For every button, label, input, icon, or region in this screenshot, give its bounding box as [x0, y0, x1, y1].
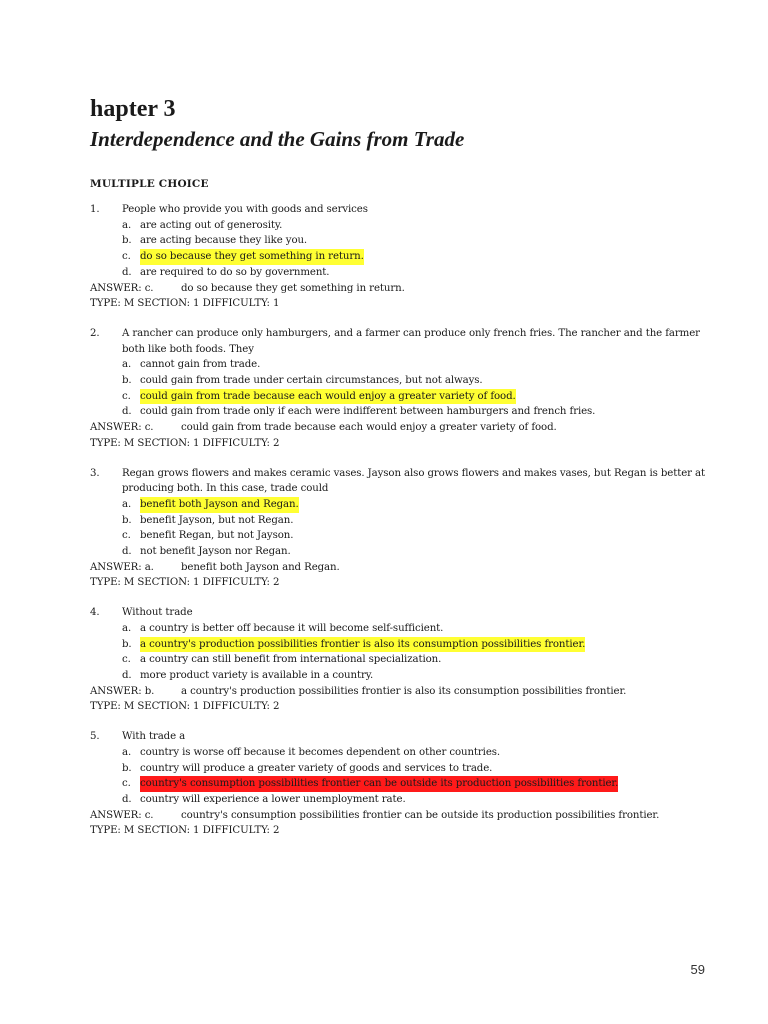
question-number: 3.	[90, 467, 100, 479]
option-a: a. cannot gain from trade.	[122, 359, 261, 371]
chapter-title: Interdependence and the Gains from Trade	[90, 127, 465, 151]
section-heading: MULTIPLE CHOICE	[90, 178, 209, 190]
question-text: People who provide you with goods and services	[122, 204, 368, 215]
option-d: d. not benefit Jayson nor Regan.	[122, 546, 291, 558]
option-c: c. country's consumption possibilities frontier can be outside its production possibilities frontier.	[122, 776, 710, 792]
question-4	[90, 605, 710, 715]
question-number: 5.	[90, 731, 100, 743]
option-d: d. country will experience a lower unemployment rate.	[122, 793, 406, 805]
answer-line: ANSWER: c. country's consumption possibilities frontier can be outside its production possibilities frontier.	[90, 809, 660, 821]
page-number: 59	[690, 962, 705, 977]
option-b: b. could gain from trade under certain circumstances, but not always.	[122, 375, 483, 387]
question-meta: TYPE: M SECTION: 1 DIFFICULTY: 1	[90, 298, 280, 310]
question-meta: TYPE: M SECTION: 1 DIFFICULTY: 2	[90, 437, 280, 449]
option-c: c. do so because they get something in return.	[122, 249, 710, 265]
option-b: b. are acting because they like you.	[122, 235, 308, 247]
option-a: a. benefit both Jayson and Regan.	[122, 497, 710, 513]
question-text: Regan grows flowers and makes ceramic vases. Jayson also grows flowers and makes vases, but Regan is better at producing both. In this case, trade could	[122, 467, 706, 495]
option-d: d. could gain from trade only if each were indifferent between hamburgers and french fries.	[122, 406, 596, 418]
option-c: c. a country can still benefit from international specialization.	[122, 654, 442, 666]
question-meta: TYPE: M SECTION: 1 DIFFICULTY: 2	[90, 701, 280, 713]
document-page	[90, 94, 710, 853]
question-number: 2.	[90, 327, 100, 339]
highlighted-answer: benefit both Jayson and Regan.	[140, 497, 299, 513]
option-b: b. benefit Jayson, but not Regan.	[122, 514, 294, 526]
option-d: d. more product variety is available in a country.	[122, 669, 374, 681]
chapter-heading: hapter 3	[90, 96, 176, 122]
option-a: a. country is worse off because it becomes dependent on other countries.	[122, 746, 501, 758]
question-meta: TYPE: M SECTION: 1 DIFFICULTY: 2	[90, 577, 280, 589]
question-meta: TYPE: M SECTION: 1 DIFFICULTY: 2	[90, 825, 280, 837]
question-3	[90, 466, 710, 592]
highlighted-answer: could gain from trade because each would enjoy a greater variety of food.	[140, 389, 516, 405]
highlighted-answer: do so because they get something in return.	[140, 249, 364, 265]
option-c: c. benefit Regan, but not Jayson.	[122, 530, 294, 542]
option-b: b. country will produce a greater variety of goods and services to trade.	[122, 762, 493, 774]
highlighted-answer: country's consumption possibilities frontier can be outside its production possibilities frontier.	[140, 776, 618, 792]
option-a: a. are acting out of generosity.	[122, 219, 283, 231]
highlighted-answer: a country's production possibilities frontier is also its consumption possibilities frontier.	[140, 637, 585, 653]
question-number: 4.	[90, 607, 100, 619]
option-c: c. could gain from trade because each would enjoy a greater variety of food.	[122, 389, 710, 405]
question-2	[90, 326, 710, 452]
question-1	[90, 202, 710, 312]
answer-line: ANSWER: b. a country's production possibilities frontier is also its consumption possibilities frontier.	[90, 685, 627, 697]
option-a: a. a country is better off because it will become self-sufficient.	[122, 622, 444, 634]
option-b: b. a country's production possibilities frontier is also its consumption possibilities frontier.	[122, 637, 710, 653]
question-5	[90, 729, 710, 839]
question-number: 1.	[90, 204, 100, 215]
answer-line: ANSWER: c. could gain from trade because each would enjoy a greater variety of food.	[90, 422, 557, 434]
option-d: d. are required to do so by government.	[122, 266, 330, 278]
answer-line: ANSWER: c. do so because they get something in return.	[90, 282, 405, 294]
question-text: With trade a	[122, 731, 186, 743]
question-text: Without trade	[122, 607, 193, 619]
answer-line: ANSWER: a. benefit both Jayson and Regan.	[90, 561, 340, 573]
question-text: A rancher can produce only hamburgers, and a farmer can produce only french fries. The rancher and the farmer both like both foods. They	[122, 327, 700, 355]
